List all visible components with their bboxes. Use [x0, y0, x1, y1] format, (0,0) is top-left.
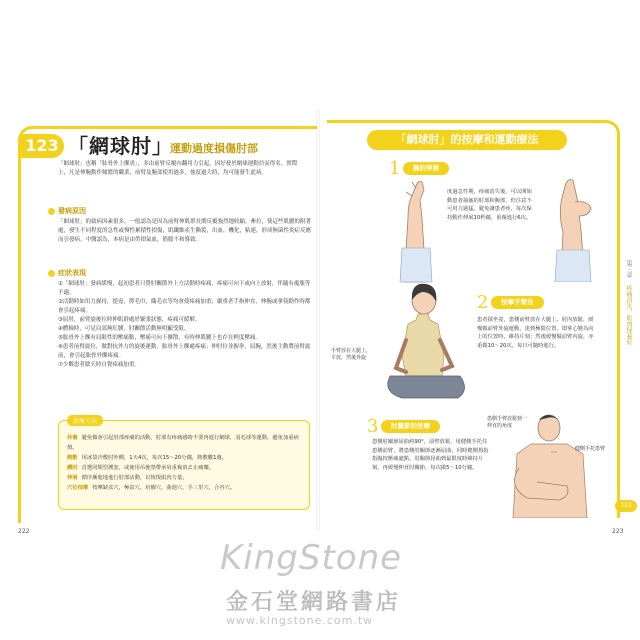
treatment-row-label: 伸展: [67, 475, 78, 481]
watermark-chinese: 金石堂網路書店: [226, 589, 402, 615]
treatment-row: [67, 453, 303, 463]
bullet-dot-icon: [48, 270, 55, 277]
bullet-dot-icon: [48, 208, 55, 215]
left-page-number: 222: [18, 528, 30, 535]
section-heading-symptoms-label: 症狀表現: [58, 269, 86, 277]
arm-stretch-illustration: [382, 178, 442, 283]
treatment-row: [67, 433, 303, 453]
symptom-item: ⑦少數患者陰天時自覺疼痛加重。: [58, 362, 140, 368]
step-2-description: 患者採坐姿，患側前臂放在大腿上。肘內放鬆，緩慢做前臂外旋運動，達到極限位置，即掌心變為向上的位置時，維持片刻；然後緩慢做前臂內旋，亦重做10～20次，每日可隨時進行。: [477, 317, 594, 349]
treatment-row: [67, 483, 303, 493]
symptom-item: ③屈肘，前臂旋後位時伸肌群處於緊張狀態，疼痛可緩解。: [58, 317, 201, 323]
step-2-note: 手臂放在大腿上，平放，然後外旋: [331, 348, 372, 361]
symptom-item: ①「網球肘」發病緩慢，起初患者只覺肘關節外上方活動時疼痛，疼痛可向下或向上放射，伴隨有痠脹等不適。: [58, 281, 311, 296]
step-label: 按摩手臂法: [491, 296, 544, 309]
chapter-side-tab-highlight: 疼痛消失，肌肉保養好: [625, 285, 632, 345]
watermark-logo: KingStone: [220, 538, 403, 578]
treatment-row-text: 循序漸進地進行肘部活動，以恢復肌肉力量。: [81, 475, 188, 481]
right-page: [327, 120, 632, 535]
treatment-list: [67, 433, 303, 493]
right-page-number: 223: [612, 528, 624, 535]
treatment-row-label: 護肘: [67, 465, 78, 471]
left-page: [18, 120, 313, 535]
treatment-row-label: 熱敷: [67, 455, 78, 461]
symptoms-list: [58, 280, 313, 370]
right-page-title: 「網球肘」的按摩和運動療法: [367, 130, 567, 150]
step-number: 3: [367, 416, 379, 437]
treatment-row-text: 避免做會引起肘部疼痛的活動，肘部有疼痛感時不要再進行網球，羽毛球等運動，避免加重病情。: [67, 435, 299, 451]
intro-paragraph: 「網球肘」也稱「肱骨外上髁炎」，多由前臂反覆內翻用力引起，因好發於網球運動員而得名。實際上，凡是伸腕動作頻繁的職業，前臂及腕部使用過多，強度過大時，均可能發生此病。: [58, 161, 298, 176]
symptom-item: ④體檢時，可見局部無紅腫，肘關節活動無明顯受限。: [58, 326, 190, 332]
step-3-note-a: 患側手臂放鬆到一伸直的角度: [487, 416, 528, 429]
chapter-side-tab: [619, 260, 633, 380]
seated-woman-illustration: [362, 280, 472, 405]
watermark-url: www.kingstone.com.tw: [226, 614, 374, 627]
step-3-note-b: 健側手托患臂: [575, 446, 606, 452]
step-3-description: 患側肘關節屈曲約90°，前臂放鬆，用健側手托住患側前臂，將患側肘關節逐漸屈曲，同時健側拇指指腹按壓痛處點，肘關節屈曲到最限度時維持片刻，再緩慢伸直肘關節，每次做5～10分鐘。: [372, 439, 489, 471]
side-page-tab: 123: [615, 500, 637, 512]
treatment-box-title: 治療方法: [67, 415, 103, 426]
step-label: 肘關節的按摩: [381, 420, 440, 433]
symptom-item: ⑤肱骨外上髁有局限性的壓痛點，壓痛可向下擴散，有時伸肌腱上也存在輕度壓痛。: [58, 335, 261, 341]
step-number: 1: [389, 158, 401, 179]
section-heading-symptoms: [48, 268, 86, 278]
symptom-item: ②活動時如用力握持，提壺，擰毛巾，織毛衣等均會使疼痛加重；嚴重者手指伸直，伸腕或拿筷動作時都會引起疼痛。: [58, 299, 311, 314]
treatment-box: [58, 420, 310, 510]
section-heading-causes: [48, 206, 86, 216]
treatment-row-text: 按摩缺盆穴，極泉穴，肩髎穴，曲池穴，手三里穴，合谷穴。: [92, 485, 236, 491]
symptom-item: ⑥患者前臂旋位，做對抗外力的旋後運動，肱骨外上髁處疼痛；伸肘位並握拳，屈腕，然後主動將前臂旋前，會引起肱骨外髁疼痛。: [58, 344, 311, 359]
treatment-row-label: 休養: [67, 435, 78, 441]
treatment-row-text: 用冰袋冷敷肘外側，1天4次，每次15～20分鐘，熱敷數1週。: [81, 455, 228, 461]
step-number: 2: [477, 292, 489, 313]
chapter-side-tab-label: 第三章: [625, 260, 632, 278]
treatment-row-text: 首選同類型護套，或使用吊施墊帶承肩重複消去止痛藥。: [81, 465, 215, 471]
hand-stretch-illustration: [541, 172, 601, 282]
treatment-row: [67, 473, 303, 483]
step-1-description: 度過急性期，疼痛消失後，可以開始動患者抽搐的肘部和腕部，但注意不可用力過猛。避免讓患者疼，每次保持動作伸展10秒鐘，重複進行6次。: [447, 189, 532, 221]
section-heading-causes-label: 發病原因: [58, 207, 86, 215]
causes-paragraph: 「網球肘」的致病因素很多，一般認為是因為前臂伸肌群長期反覆強烈地收縮，牽拉，使這些肌腱的附著處，發生不同程度的急性或慢性累積性損傷，肌纖維產生撕裂，出血，機化，粘連，形成無菌性炎症反應而引發病。中醫認為，本病是由勞損氣血，筋脈不和導致。: [58, 219, 312, 243]
treatment-row-label: 穴位按摩: [67, 485, 89, 491]
page-title: 「網球肘」: [68, 134, 173, 158]
section-number-badge: 123: [20, 134, 64, 158]
page-subtitle: 運動過度損傷肘部: [170, 142, 258, 155]
treatment-row: [67, 463, 303, 473]
step-label: 腕的伸展: [403, 162, 449, 175]
